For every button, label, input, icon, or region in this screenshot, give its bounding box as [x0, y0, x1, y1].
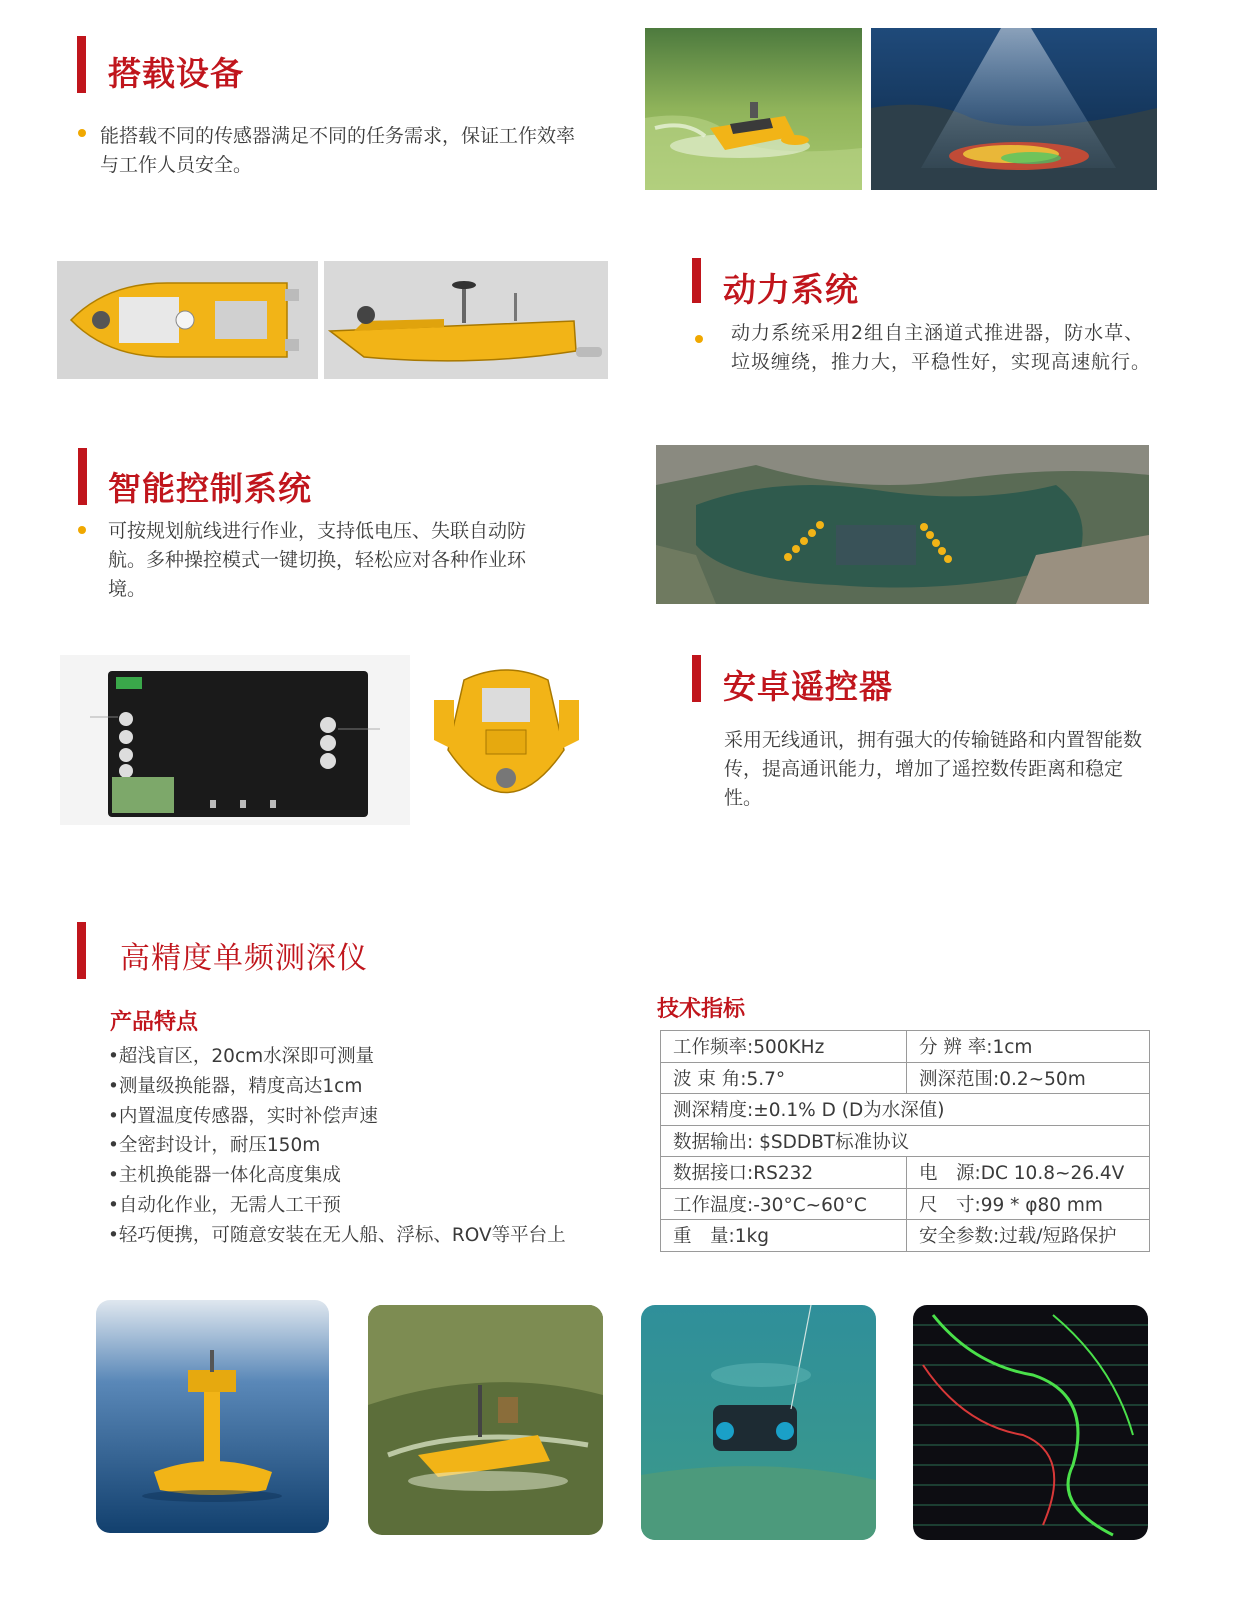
bullet-dot — [78, 129, 86, 137]
table-cell: 数据输出: $SDDBT标准协议 — [661, 1125, 1150, 1157]
table-row — [661, 1125, 1150, 1157]
sonar-contour-image — [913, 1305, 1148, 1540]
boat-front-view-image — [424, 660, 589, 830]
section-title-power: 动力系统 — [723, 270, 859, 309]
control-text: 可按规划航线进行作业，支持低电压、失联自动防航。多种操控模式一键切换，轻松应对各种作业环境。 — [108, 520, 527, 600]
boat-top-view-render — [57, 261, 318, 379]
section-title-remote: 安卓遥控器 — [723, 667, 893, 706]
payload-text: 能搭载不同的传感器满足不同的任务需求，保证工作效率与工作人员安全。 — [100, 125, 576, 176]
table-cell: 重 量:1kg — [661, 1220, 907, 1252]
list-item: •测量级换能器，精度高达1cm — [108, 1075, 363, 1097]
list-item: •主机换能器一体化高度集成 — [108, 1165, 341, 1187]
list-item: •全密封设计，耐压150m — [108, 1135, 321, 1157]
bullet-dot — [78, 526, 86, 534]
section-bar-power — [692, 258, 701, 303]
table-row — [661, 1094, 1150, 1126]
section-title-payload: 搭载设备 — [108, 54, 244, 93]
section-title-sounder: 高精度单频测深仪 — [120, 941, 368, 976]
section-bar-sounder — [77, 922, 86, 979]
features-title: 产品特点 — [110, 1010, 199, 1035]
table-row — [661, 1031, 1150, 1063]
buoy-photo — [96, 1300, 329, 1533]
list-item: •内置温度传感器，实时补偿声速 — [108, 1105, 378, 1127]
table-cell: 尺 寸:99 * φ80 mm — [907, 1188, 1150, 1220]
specs-table — [660, 1030, 1150, 1252]
aerial-lake-map-image — [656, 445, 1149, 604]
remote-text: 采用无线通讯，拥有强大的传输链路和内置智能数传，提高通讯能力，增加了遥控数传距离和稳定性。 — [724, 729, 1143, 809]
list-item: •超浅盲区，20cm水深即可测量 — [108, 1046, 375, 1067]
power-text: 动力系统采用2组自主涵道式推进器，防水草、垃圾缠绕，推力大，平稳性好，实现高速航行。 — [731, 322, 1152, 373]
table-cell: 测深范围:0.2~50m — [907, 1062, 1150, 1094]
table-row — [661, 1062, 1150, 1094]
underwater-rov-photo — [641, 1305, 876, 1540]
table-row — [661, 1188, 1150, 1220]
section-bar-control — [78, 448, 87, 505]
table-cell: 数据接口:RS232 — [661, 1157, 907, 1189]
table-row — [661, 1157, 1150, 1189]
table-cell: 安全参数:过载/短路保护 — [907, 1220, 1150, 1252]
table-cell: 工作频率:500KHz — [661, 1031, 907, 1063]
table-cell: 工作温度:-30°C~60°C — [661, 1188, 907, 1220]
table-row — [661, 1220, 1150, 1252]
list-item: •轻巧便携，可随意安装在无人船、浮标、ROV等平台上 — [108, 1224, 566, 1246]
table-cell: 测深精度:±0.1% D (D为水深值) — [661, 1094, 1150, 1126]
section-bar-remote — [692, 655, 701, 702]
survey-boat-photo — [368, 1305, 603, 1535]
table-cell: 波 束 角:5.7° — [661, 1062, 907, 1094]
section-title-control: 智能控制系统 — [108, 469, 312, 508]
list-item: •自动化作业，无需人工干预 — [108, 1194, 341, 1216]
specs-title: 技术指标 — [657, 997, 746, 1022]
table-cell: 分 辨 率:1cm — [907, 1031, 1150, 1063]
boat-side-view-render — [324, 261, 608, 379]
table-cell: 电 源:DC 10.8~26.4V — [907, 1157, 1150, 1189]
bullet-dot — [695, 335, 703, 343]
boat-on-water-photo — [645, 28, 862, 190]
control-app-screen-image — [60, 655, 410, 825]
section-bar-payload — [77, 36, 86, 93]
features-list — [108, 1042, 566, 1251]
sonar-seabed-image — [871, 28, 1157, 190]
